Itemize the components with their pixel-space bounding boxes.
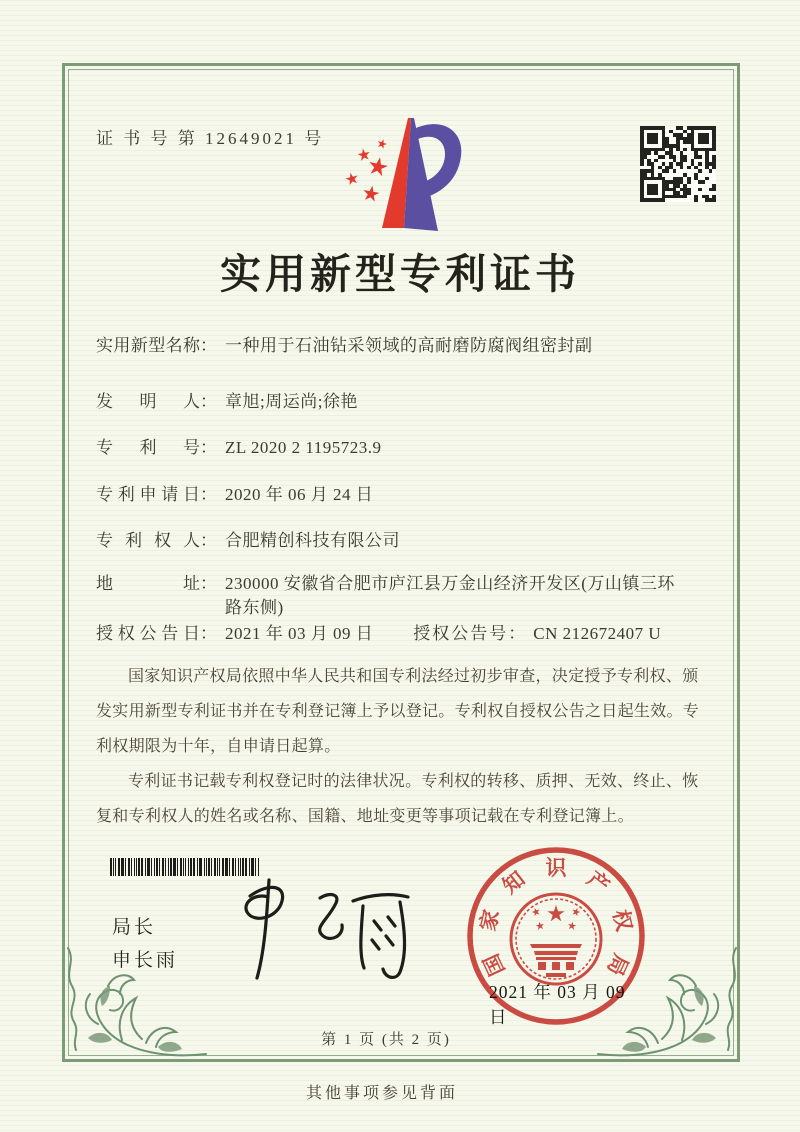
svg-text:识: 识 (545, 855, 567, 880)
signer-name: 申长雨 (112, 950, 179, 971)
back-note: 其他事项参见背面 (305, 1085, 458, 1102)
field-row-name: 实用新型名称： 一种用于石油钻采领域的高耐磨防腐阀组密封副 (96, 334, 716, 358)
field-value: 2020 年 06 月 24 日 (225, 485, 374, 504)
qr-code (640, 126, 716, 202)
legal-paragraph: 专利证书记载专利权登记时的法律状况。专利权的转移、质押、无效、终止、恢复和专利权人的姓名或名称、国籍、地址变更等事项记载在专利登记簿上。 (96, 773, 699, 825)
field-row-inventor: 发明人： 章旭;周运尚;徐艳 (96, 390, 716, 414)
field-value: 章旭;周运尚;徐艳 (225, 392, 358, 411)
svg-text:局: 局 (602, 950, 634, 980)
field-value: CN 212672407 U (533, 624, 662, 643)
svg-text:家: 家 (475, 907, 504, 934)
field-label: 地址 (96, 574, 200, 593)
signature-handwriting (222, 874, 422, 989)
svg-text:权: 权 (608, 907, 637, 934)
field-value: 一种用于石油钻采领域的高耐磨防腐阀组密封副 (225, 336, 593, 355)
legal-text (96, 659, 710, 834)
field-value: 合肥精创科技有限公司 (225, 531, 400, 550)
cnipa-logo-icon (340, 106, 470, 234)
field-row-filing-date: 专利申请日： 2020 年 06 月 24 日 (96, 483, 716, 507)
field-label: 授权公告日 (96, 624, 200, 643)
page-number: 第 1 页 (共 2 页) (321, 1032, 451, 1048)
field-value: ZL 2020 2 1195723.9 (225, 438, 382, 457)
seal-date: 2021 年 03 月 09 日 (489, 982, 626, 1027)
field-label: 专利权人 (96, 531, 200, 550)
field-row-grant: 授权公告日： 2021 年 03 月 09 日 授权公告号： CN 212672407 U (96, 622, 716, 646)
svg-text:国: 国 (478, 950, 510, 980)
field-label: 专利申请日 (96, 485, 200, 504)
official-seal (462, 842, 650, 1030)
field-row-patentee: 专利权人： 合肥精创科技有限公司 (96, 529, 716, 553)
field-label: 发明人 (96, 392, 200, 411)
field-row-address: 地址： 230000 安徽省合肥市庐江县万金山经济开发区(万山镇三环路东侧) (96, 572, 716, 620)
signer-title: 局长 (112, 917, 157, 938)
field-label: 专利号 (96, 438, 200, 457)
national-emblem-icon (530, 905, 582, 977)
field-value: 2021 年 03 月 09 日 (225, 624, 374, 643)
field-label: 授权公告号 (413, 624, 509, 643)
field-label: 实用新型名称 (96, 336, 200, 355)
legal-paragraph: 国家知识产权局依照中华人民共和国专利法经过初步审查，决定授予专利权、颁发实用新型专利证书并在专利登记簿上予以登记。专利权自授权公告之日起生效。专利权期限为十年，自申请日起算。 (96, 668, 700, 755)
certificate-number: 证 书 号 第 12649021 号 (96, 129, 325, 148)
certificate-title: 实用新型专利证书 (220, 251, 580, 297)
svg-text:知: 知 (498, 866, 530, 899)
field-row-patent-no: 专利号： ZL 2020 2 1195723.9 (96, 436, 716, 460)
field-value: 230000 安徽省合肥市庐江县万金山经济开发区(万山镇三环路东侧) (225, 574, 675, 617)
svg-text:产: 产 (582, 866, 614, 899)
